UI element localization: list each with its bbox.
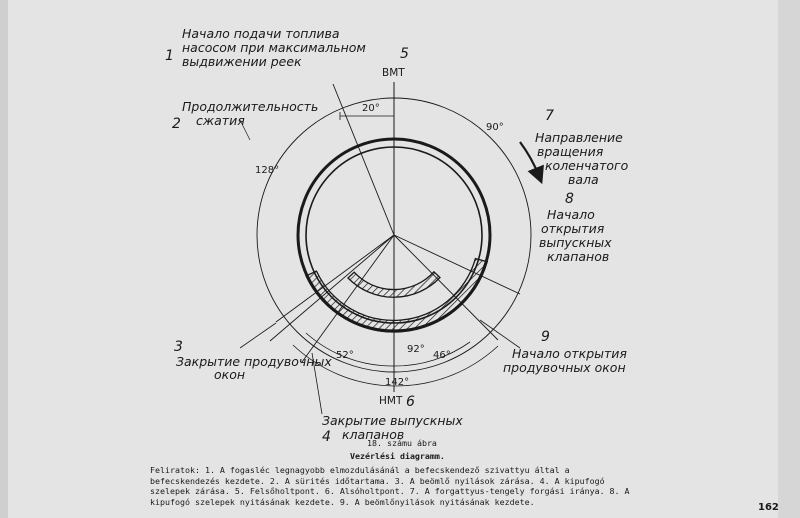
svg-text:клапанов: клапанов	[547, 249, 610, 264]
page-number: 162	[758, 502, 779, 513]
figure-legend: Feliratok: 1. A fogasléc legnagyobb elmozdulásánál a befecskendező szivattyu által a befecskendezés kezdete. 2. A sürités időtartama. 3. A beömlő nyilások zárása. 4. A kipufogó szelepek zárása. 5. Felsőholtpont. 6. Alsóholtpont. 7. A forgattyus-tengely forgási iránya. 8. A kipufogó szelepek nyitásának kezdete. 9. A beömlőnyilások nyitásának kezdete.	[150, 465, 630, 507]
svg-text:выпускных: выпускных	[539, 235, 612, 250]
angle-142: 142°	[385, 377, 410, 388]
angle-46: 46°	[433, 350, 451, 361]
svg-text:7: 7	[545, 108, 554, 124]
svg-text:клапанов: клапанов	[342, 427, 405, 442]
svg-text:Продолжительность: Продолжительность	[182, 99, 319, 114]
svg-text:коленчатого: коленчатого	[545, 158, 629, 173]
svg-text:Закрытие выпускных: Закрытие выпускных	[322, 413, 463, 428]
svg-text:9: 9	[541, 329, 550, 345]
svg-text:Закрытие продувочных: Закрытие продувочных	[176, 354, 332, 369]
svg-text:4: 4	[322, 429, 331, 445]
svg-text:насосом при максимальном: насосом при максимальном	[182, 40, 366, 55]
svg-text:Начало подачи топлива: Начало подачи топлива	[182, 26, 340, 41]
label-5-num: 5	[400, 46, 409, 62]
figure-number: 18. számu ábra	[367, 438, 437, 448]
figure-title: Vezérlési diagramm.	[350, 451, 445, 461]
svg-text:1: 1	[165, 48, 174, 64]
svg-text:открытия: открытия	[541, 221, 605, 236]
svg-text:сжатия: сжатия	[196, 113, 245, 128]
svg-text:8: 8	[565, 191, 574, 207]
angle-128: 128°	[255, 165, 280, 176]
angle-52: 52°	[336, 350, 354, 361]
svg-text:вала: вала	[568, 172, 599, 187]
svg-text:вращения: вращения	[537, 144, 604, 159]
svg-text:Направление: Направление	[535, 130, 623, 145]
svg-text:2: 2	[172, 116, 181, 132]
angle-92: 92°	[407, 344, 425, 355]
angle-90: 90°	[486, 122, 504, 133]
svg-text:Начало: Начало	[547, 207, 595, 222]
svg-text:3: 3	[174, 339, 183, 355]
label-6-num: 6	[406, 394, 415, 410]
svg-text:окон: окон	[214, 367, 246, 382]
label-6-tdc: НМТ	[379, 395, 403, 407]
svg-text:Начало открытия: Начало открытия	[512, 346, 627, 361]
angle-20: 20°	[362, 103, 380, 114]
label-5-tdc: ВМТ	[382, 67, 405, 79]
svg-text:продувочных окон: продувочных окон	[503, 360, 626, 375]
svg-text:выдвижении реек: выдвижении реек	[182, 54, 302, 69]
